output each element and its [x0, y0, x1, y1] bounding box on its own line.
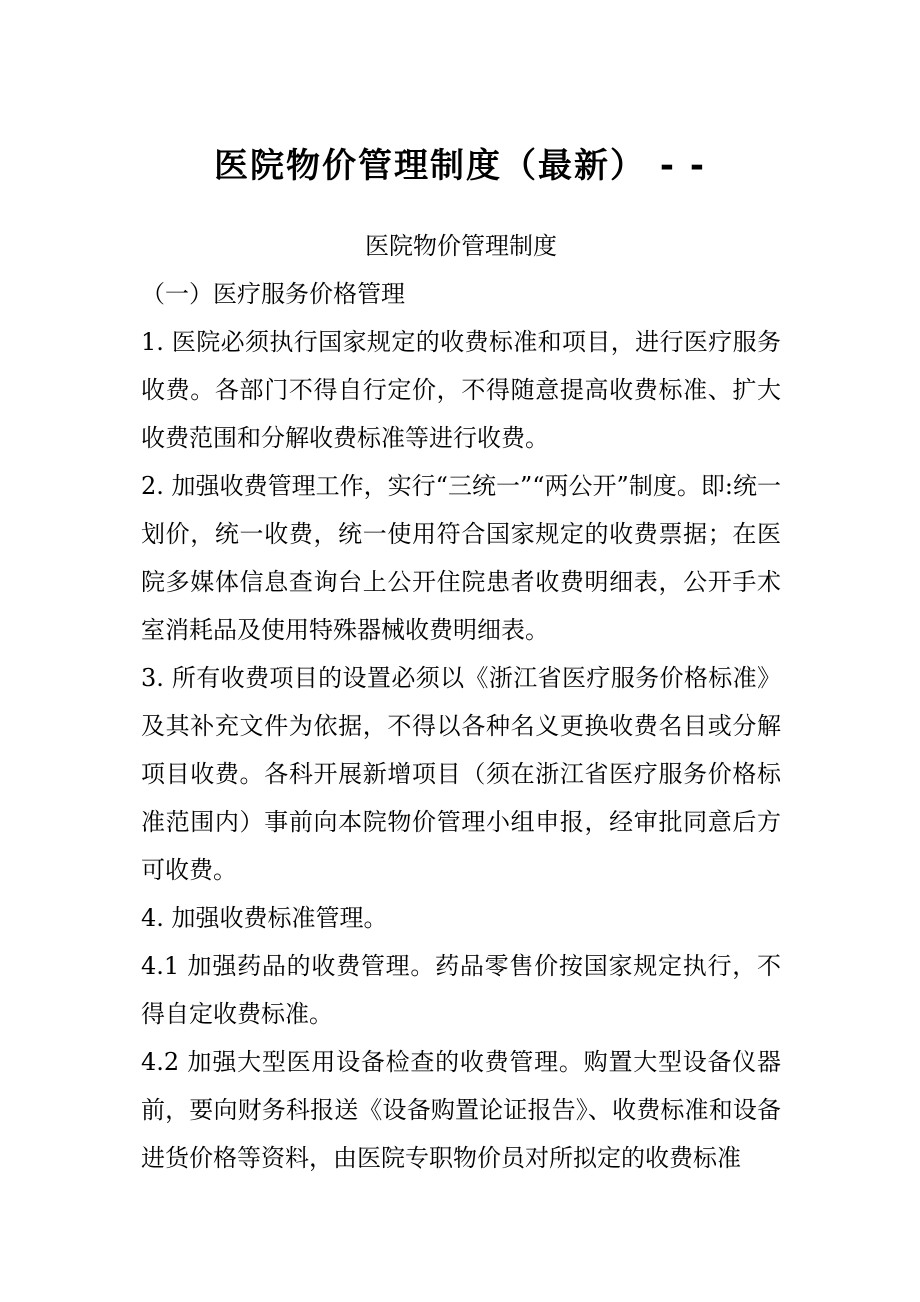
document-title: 医院物价管理制度（最新） - -: [214, 146, 706, 186]
paragraph-4-1: 4.1 加强药品的收费管理。药品零售价按国家规定执行，不得自定收费标准。: [141, 952, 781, 1028]
paragraph-1: 1. 医院必须执行国家规定的收费标准和项目，进行医疗服务收费。各部门不得自行定价，不得随意提高收费标准、扩大收费范围和分解收费标准等进行收费。: [141, 328, 781, 452]
paragraph-4: 4. 加强收费标准管理。: [141, 904, 388, 932]
paragraph-2: 2. 加强收费管理工作，实行“三统一”“两公开”制度。即:统一划价，统一收费，统一使用符合国家规定的收费票据；在医院多媒体信息查询台上公开住院患者收费明细表，公开手术室消耗品及使用特殊器械收费明细表。: [141, 472, 781, 644]
document-subtitle: 医院物价管理制度: [365, 232, 557, 260]
paragraph-3: 3. 所有收费项目的设置必须以《浙江省医疗服务价格标准》及其补充文件为依据，不得以各种名义更换收费名目或分解项目收费。各科开展新增项目（须在浙江省医疗服务价格标准范围内）事前向本院物价管理小组申报，经审批同意后方可收费。: [141, 664, 781, 884]
paragraph-4-2: 4.2 加强大型医用设备检查的收费管理。购置大型设备仪器前，要向财务科报送《设备购置论证报告》、收费标准和设备进货价格等资料，由医院专职物价员对所拟定的收费标准: [141, 1048, 781, 1172]
section-heading: （一）医疗服务价格管理: [141, 280, 405, 308]
document-body: [141, 222, 781, 1182]
